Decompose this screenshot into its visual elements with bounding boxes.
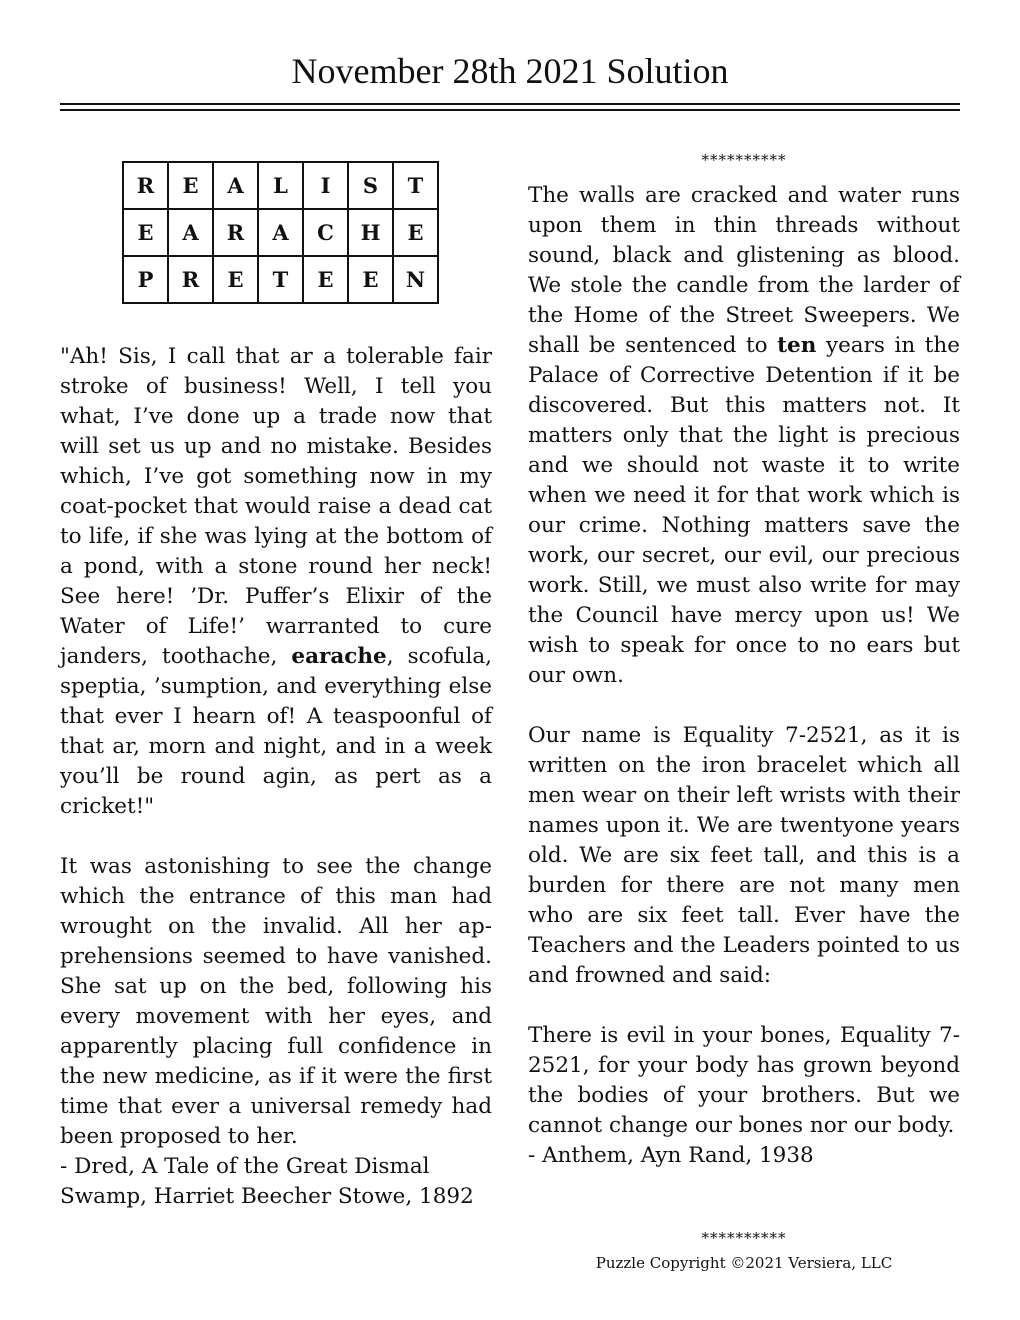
grid-cell: R	[168, 256, 213, 303]
body-paragraph: It was astonishing to see the change which the entrance of this man had wrought on the invalid. All her apprehensions seemed to have vanished. She sat up on the bed, following his every movement with her eyes, and apparently placing full confidence in the new medicine, as if it were the first time that ever a universal remedy had been proposed to her.	[60, 854, 492, 1149]
body-text: years in the Palace of Corrective Detention if it be discovered. But this matters not. It matters only that the light is precious and we should not waste it to write when we need it for that work which is our crime. Nothing matters save the work, our secret, our evil, our precious work. Still, we must also write for may the Council have mercy upon us! We wish to speak for once to no ears but our own.	[528, 333, 961, 688]
grid-cell: S	[348, 162, 393, 209]
grid-cell: E	[213, 256, 258, 303]
grid-cell: H	[348, 209, 393, 256]
grid-cell: T	[393, 162, 438, 209]
grid-row	[123, 256, 438, 303]
grid-row	[123, 209, 438, 256]
body-paragraph: Our name is Equality 7-2521, as it is written on the iron bracelet which all men wear on their left wrists with their names upon it. We are twentyone years old. We are six feet tall, and this is a burden for there are not many men who are six feet tall. Ever have the Teachers and the Leaders pointed to us and frowned and said:	[528, 723, 960, 988]
grid-cell: E	[123, 209, 168, 256]
page-title: November 28th 2021 Solution	[291, 51, 729, 91]
grid-cell: L	[258, 162, 303, 209]
grid-cell: T	[258, 256, 303, 303]
grid-cell: P	[123, 256, 168, 303]
grid-cell: I	[303, 162, 348, 209]
grid-cell: E	[348, 256, 393, 303]
source-attribution: - Anthem, Ayn Rand, 1938	[528, 1143, 814, 1168]
grid-cell: E	[303, 256, 348, 303]
body-paragraph	[528, 181, 960, 691]
grid-cell: E	[168, 162, 213, 209]
left-column	[60, 342, 492, 1212]
title-rule-top	[60, 103, 960, 105]
grid-cell: R	[123, 162, 168, 209]
title-rule-bottom	[60, 109, 960, 111]
source-attribution: - Dred, A Tale of the Great Dismal Swamp, Harriet Beecher Stowe, 1892	[60, 1154, 474, 1209]
grid-cell: E	[393, 209, 438, 256]
quote-paragraph	[60, 342, 492, 822]
copyright-notice: Puzzle Copyright ©2021 Versiera, LLC	[595, 1254, 893, 1272]
grid-row	[123, 162, 438, 209]
grid-cell: N	[393, 256, 438, 303]
body-paragraph: There is evil in your bones, Equality 7-2521, for your body has grown beyond the bodies of your brothers. But we cannot change our bones nor our body.	[528, 1023, 960, 1138]
grid-cell: C	[303, 209, 348, 256]
highlighted-word: earache	[291, 644, 387, 669]
highlighted-word: ten	[777, 333, 817, 358]
quote-text: "Ah! Sis, I call that ar a tolerable fair stroke of business! Well, I tell you what, I’ve done up a trade now that will set us up and no mistake. Besides which, I’ve got something now in my coat-pocket that would raise a dead cat to life, if she was lying at the bottom of a pond, with a stone round her neck! See here! ’Dr. Puffer’s Elixir of the Water of Life!’ warranted to cure janders, toothache,	[60, 344, 492, 669]
quote-text: , scofula, speptia, ’sumption, and everything else that ever I hearn of! A teaspoonful of that ar, morn and night, and in a week you’ll be round agin, as pert as a cricket!"	[60, 644, 492, 819]
grid-cell: R	[213, 209, 258, 256]
grid-cell: A	[258, 209, 303, 256]
grid-cell: A	[213, 162, 258, 209]
paragraph-spacer	[528, 691, 960, 721]
letter-grid	[122, 161, 439, 304]
body-text: The walls are cracked and water runs upon them in thin threads without sound, black and glistening as blood. We stole the candle from the larder of the Home of the Street Sweepers. We shall be sentenced to	[528, 183, 960, 358]
paragraph-spacer	[60, 822, 492, 852]
paragraph-spacer	[528, 991, 960, 1021]
separator-stars-top: **********	[701, 151, 787, 169]
grid-cell: A	[168, 209, 213, 256]
right-column	[528, 181, 960, 1171]
separator-stars-bottom: **********	[701, 1229, 787, 1247]
